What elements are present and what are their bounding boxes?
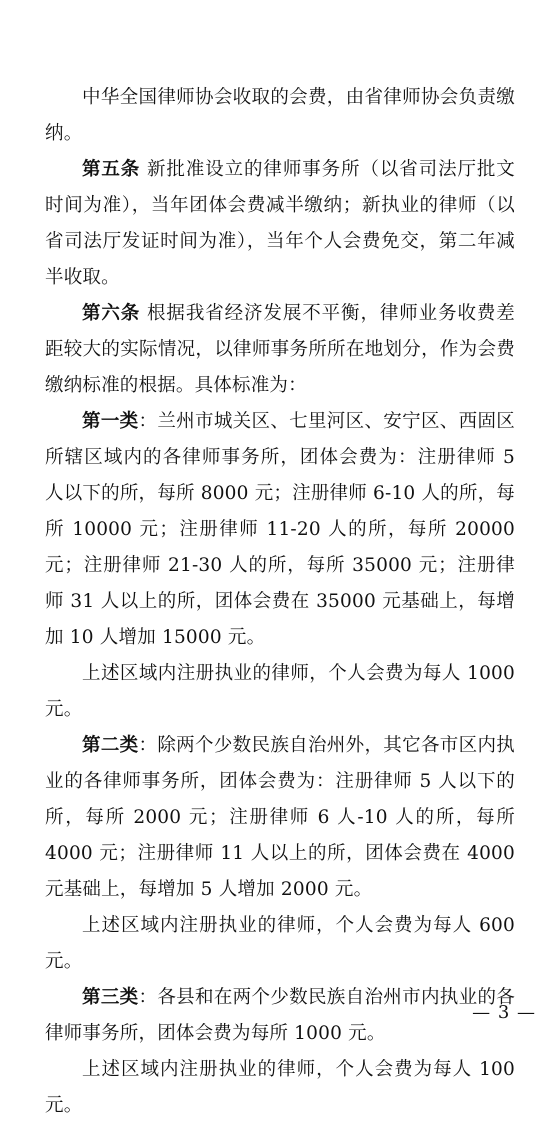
- article-5-lead: 第五条: [82, 159, 141, 180]
- paragraph-article-5: [45, 152, 515, 296]
- paragraph-category-3-individual-fee: [45, 1052, 515, 1124]
- paragraph-text: 上述区域内注册执业的律师，个人会费为每人 600 元。: [45, 915, 515, 972]
- paragraph-text: ：各县和在两个少数民族自治州市内执业的各律师事务所，团体会费为每所 1000 元。: [45, 987, 515, 1044]
- paragraph-membership-fee-payment: [45, 80, 515, 152]
- paragraph-text: 中华全国律师协会收取的会费，由省律师协会负责缴纳。: [45, 87, 515, 144]
- category-3-lead: 第三类: [82, 987, 139, 1008]
- document-body: [45, 80, 515, 1124]
- paragraph-category-3: [45, 980, 515, 1052]
- paragraph-text: ：兰州市城关区、七里河区、安宁区、西固区所辖区域内的各律师事务所，团体会费为：注册律师 5 人以下的所，每所 8000 元；注册律师 6-10 人的所，每所 10000 元；注册律师 11-20 人的所，每所 20000 元；注册律师 21-30 人的所，每所 35000 元；注册律师 31 人以上的所，团体会费在 35000 元基础上，每增加 10 人增加 15000 元。: [45, 411, 515, 648]
- paragraph-article-6: [45, 296, 515, 404]
- paragraph-text: 上述区域内注册执业的律师，个人会费为每人 100 元。: [45, 1059, 515, 1116]
- paragraph-text: ：除两个少数民族自治州外，其它各市区内执业的各律师事务所，团体会费为：注册律师 5 人以下的所，每所 2000 元；注册律师 6 人-10 人的所，每所 4000 元；注册律师 11 人以上的所，团体会费在 4000 元基础上，每增加 5 人增加 2000 元。: [45, 735, 515, 900]
- page-number: — 3 —: [472, 1002, 536, 1023]
- category-1-lead: 第一类: [82, 411, 139, 432]
- paragraph-category-1-individual-fee: [45, 656, 515, 728]
- category-2-lead: 第二类: [82, 735, 139, 756]
- paragraph-category-2: [45, 728, 515, 908]
- paragraph-text: 上述区域内注册执业的律师，个人会费为每人 1000 元。: [45, 663, 515, 720]
- paragraph-text: 新批准设立的律师事务所（以省司法厅批文时间为准），当年团体会费减半缴纳；新执业的律师（以省司法厅发证时间为准），当年个人会费免交，第二年减半收取。: [45, 159, 515, 288]
- paragraph-category-1: [45, 404, 515, 656]
- article-6-lead: 第六条: [82, 303, 141, 324]
- paragraph-category-2-individual-fee: [45, 908, 515, 980]
- paragraph-text: 根据我省经济发展不平衡，律师业务收费差距较大的实际情况，以律师事务所所在地划分，作为会费缴纳标准的根据。具体标准为：: [45, 303, 515, 396]
